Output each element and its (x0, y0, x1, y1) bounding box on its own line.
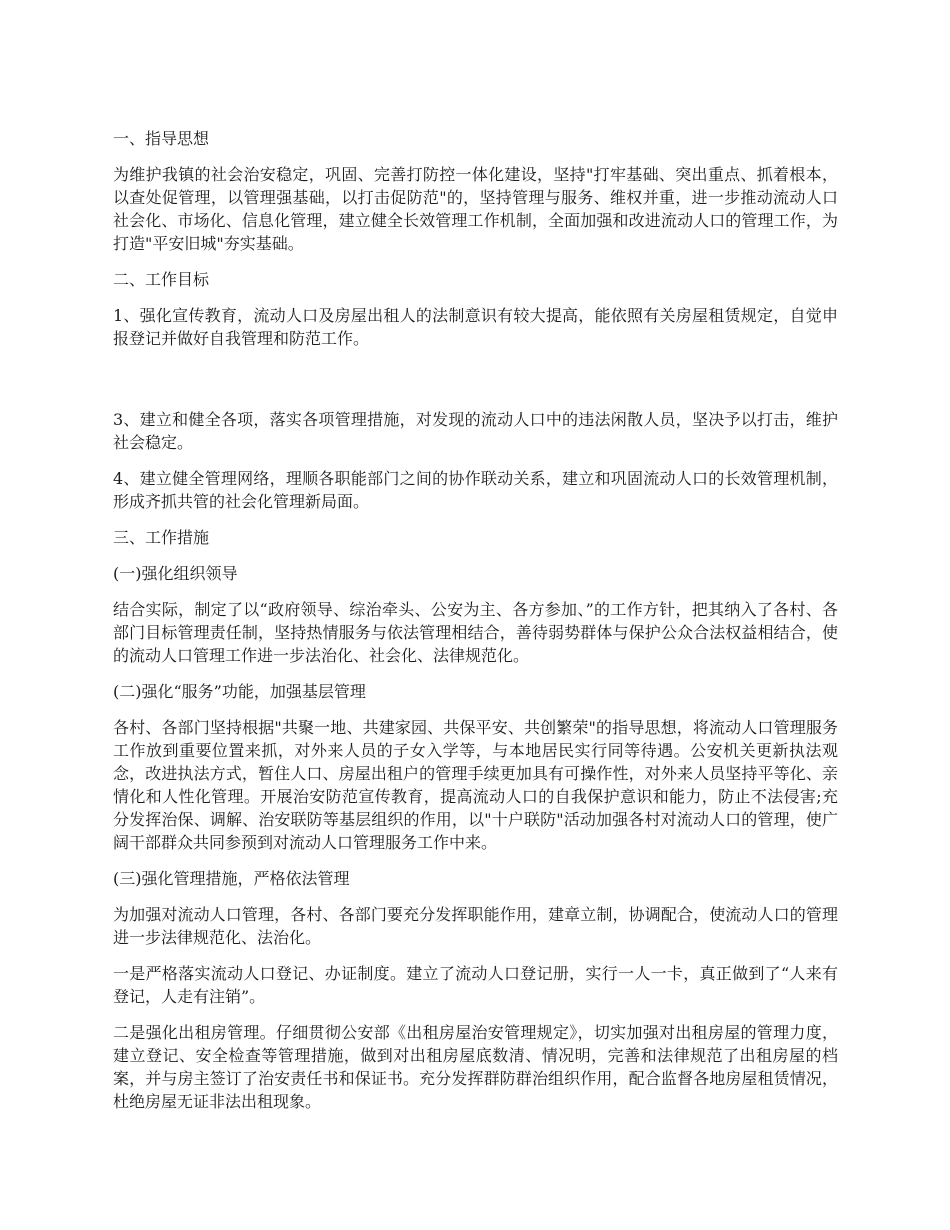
blank-gap (113, 363, 838, 408)
paragraph-guiding-ideology: 为维护我镇的社会治安稳定，巩固、完善打防控一体化建设，坚持"打牢基础、突出重点、抓着根本，以查处促管理，以管理强基础，以打击促防范"的，坚持管理与服务、维权并重，进一步推动流动人口社会化、市场化、信息化管理，建立健全长效管理工作机制，全面加强和改进流动人口的管理工作，为打造"平安旧城"夯实基础。 (113, 165, 838, 253)
section-heading-work-measures: 三、工作措施 (113, 528, 210, 547)
paragraph-management-intro: 为加强对流动人口管理，各村、各部门要充分发挥职能作用，建章立制，协调配合，使流动人口的管理进一步法律规范化、法治化。 (113, 905, 838, 947)
subsection-heading-organization: (一)强化组织领导 (113, 564, 238, 583)
paragraph-goal-4: 4、建立健全管理网络，理顺各职能部门之间的协作联动关系，建立和巩固流动人口的长效管理机制，形成齐抓共管的社会化管理新局面。 (113, 469, 838, 511)
paragraph-management-rental: 二是强化出租房管理。仔细贯彻公安部《出租房屋治安管理规定》，切实加强对出租房屋的管理力度，建立登记、安全检查等管理措施，做到对出租房屋底数清、情况明，完善和法律规范了出租房屋的档案，并与房主签订了治安责任书和保证书。充分发挥群防群治组织作用，配合监督各地房屋租赁情况，杜绝房屋无证非法出租现象。 (113, 1023, 838, 1111)
paragraph-goal-1: 1、强化宣传教育，流动人口及房屋出租人的法制意识有较大提高，能依照有关房屋租赁规定，自觉申报登记并做好自我管理和防范工作。 (113, 306, 838, 348)
paragraph-service: 各村、各部门坚持根据"共聚一地、共建家园、共保平安、共创繁荣"的指导思想，将流动人口管理服务工作放到重要位置来抓，对外来人员的子女入学等，与本地居民实行同等待遇。公安机关更新执法观念，改进执法方式，暂住人口、房屋出租户的管理手续更加具有可操作性，对外来人员坚持平等化、亲情化和人性化管理。开展治安防范宣传教育，提高流动人口的自我保护意识和能力，防止不法侵害;充分发挥治保、调解、治安联防等基层组织的作用，以"十户联防"活动加强各村对流动人口的管理，使广阔干部群众共同参预到对流动人口管理服务工作中来。 (113, 718, 838, 852)
subsection-heading-management: (三)强化管理措施，严格依法管理 (113, 869, 350, 888)
paragraph-management-registration: 一是严格落实流动人口登记、办证制度。建立了流动人口登记册，实行一人一卡，真正做到了“人来有登记，人走有注销”。 (113, 964, 838, 1006)
section-heading-work-goals: 二、工作目标 (113, 270, 210, 289)
document-body (113, 127, 838, 1126)
paragraph-goal-3: 3、建立和健全各项，落实各项管理措施，对发现的流动人口中的违法闲散人员，坚决予以打击，维护社会稳定。 (113, 410, 838, 452)
paragraph-organization: 结合实际，制定了以“政府领导、综治牵头、公安为主、各方参加、”的工作方针，把其纳入了各村、各部门目标管理责任制，坚持热情服务与依法管理相结合，善待弱势群体与保护公众合法权益相结合，使的流动人口管理工作进一步法治化、社会化、法律规范化。 (113, 600, 838, 665)
section-heading-guiding-ideology: 一、指导思想 (113, 129, 210, 148)
subsection-heading-service: (二)强化“服务”功能，加强基层管理 (113, 682, 366, 701)
